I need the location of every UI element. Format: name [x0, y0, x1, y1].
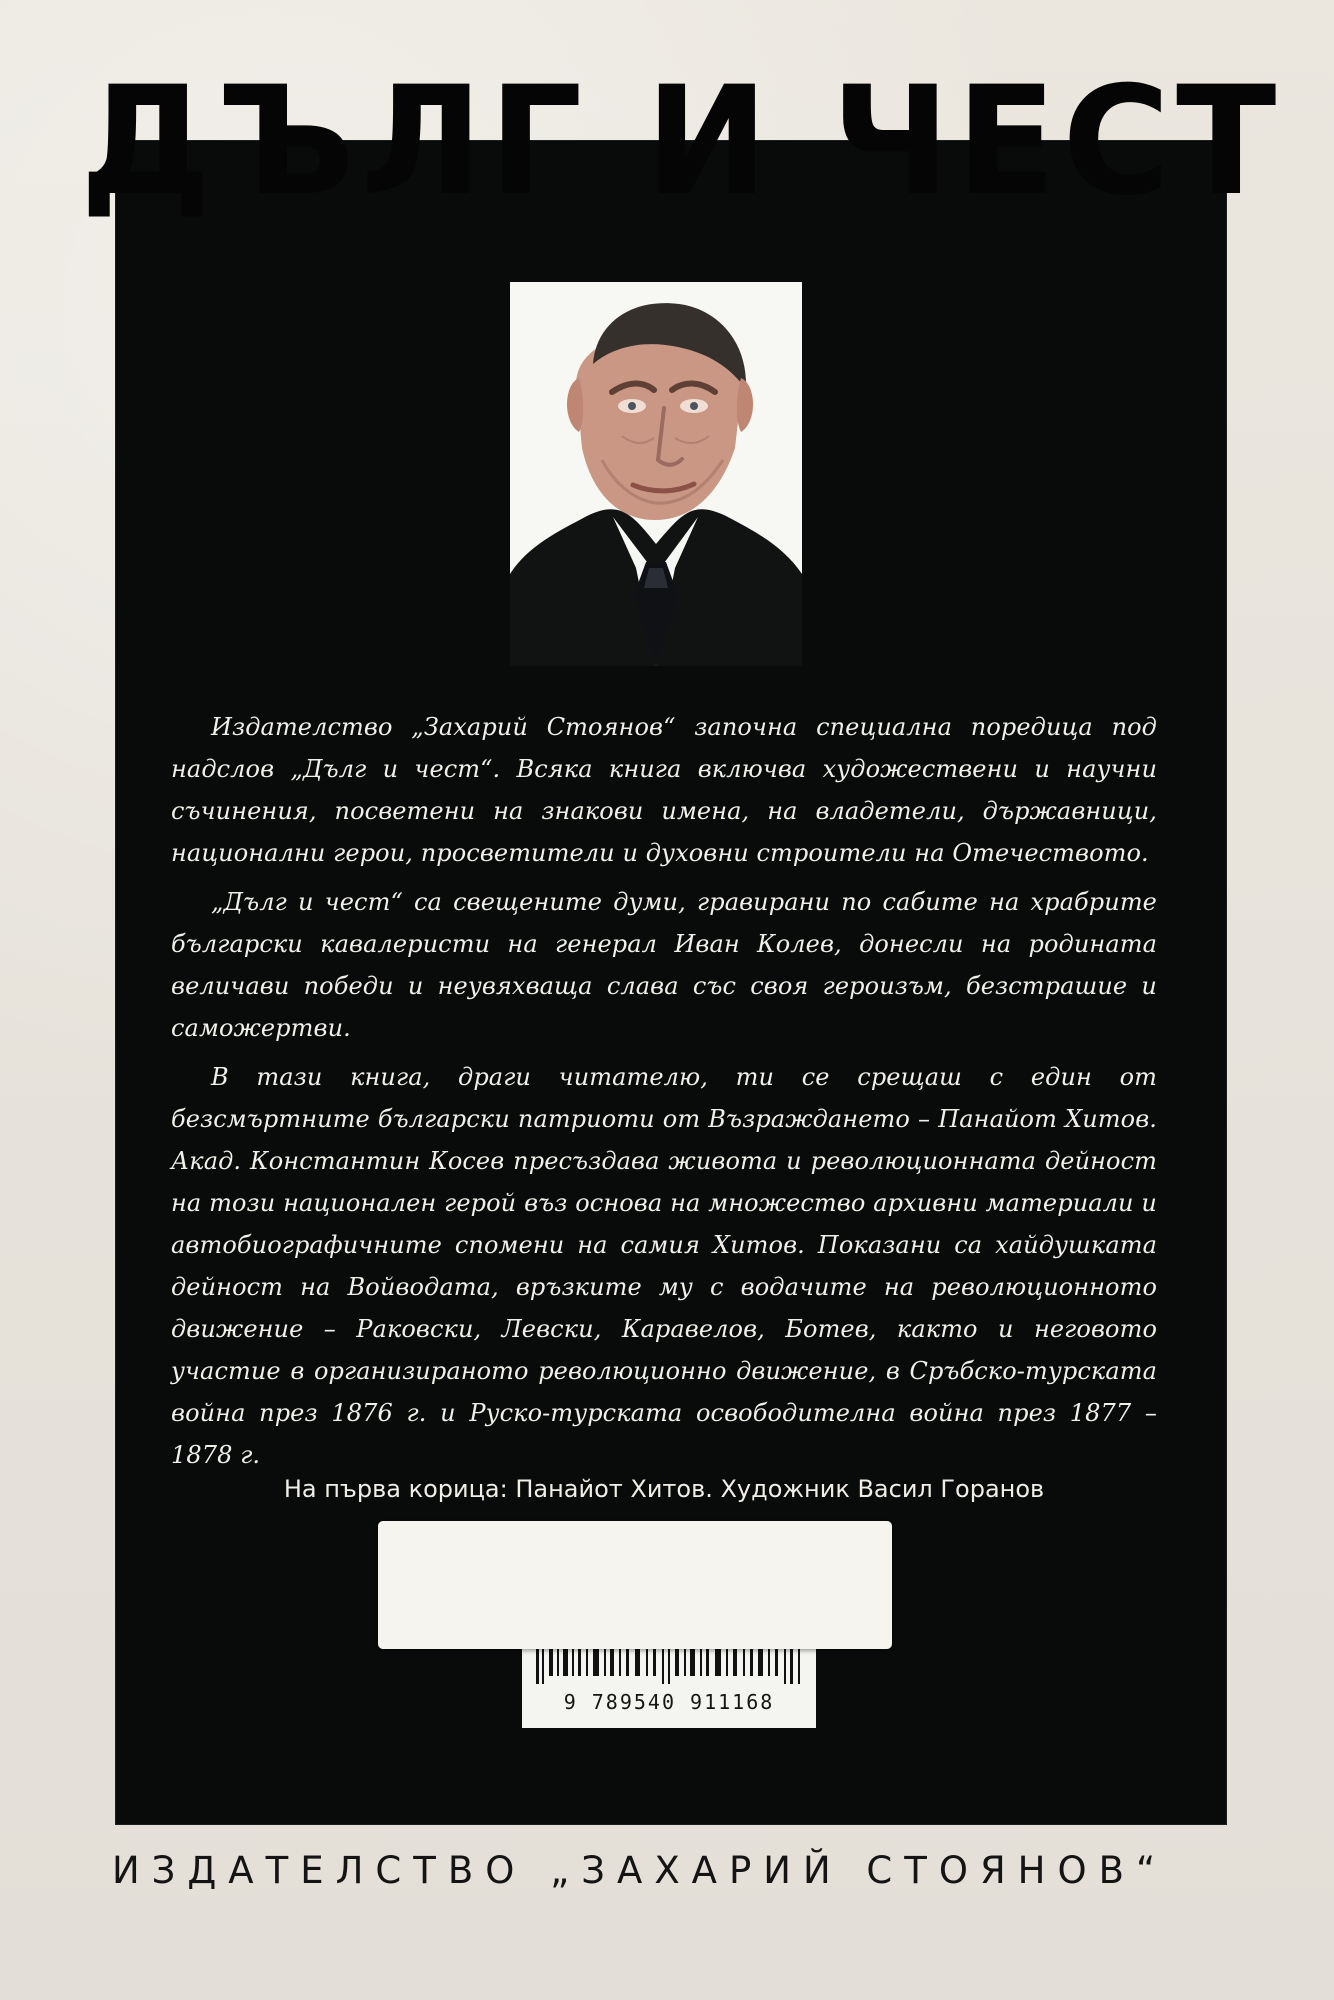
- series-title: ДЪЛГ И ЧЕСТ: [80, 55, 1283, 229]
- author-portrait: [510, 282, 802, 666]
- isbn-number: 9 789540 911168: [563, 1690, 775, 1714]
- description-text: [171, 706, 1157, 1483]
- paragraph-duty-honor: „Дълг и чест“ са свещените думи, гравирани по сабите на храбрите български кавалеристи на генерал Иван Колев, донесли на родината величави победи и неувяхваща слава със своя героизъм, безстрашие и саможертви.: [171, 888, 1157, 1042]
- portrait-photo-icon: [510, 282, 802, 666]
- publisher-name: ИЗДАТЕЛСТВО „ЗАХАРИЙ СТОЯНОВ“: [112, 1849, 1168, 1892]
- isbn-barcode: [522, 1638, 816, 1728]
- blank-sticker-label: [378, 1521, 892, 1649]
- cover-credit: На първа корица: Панайот Хитов. Художник Васил Горанов: [283, 1475, 1045, 1503]
- paragraph-book-summary: В тази книга, драги читателю, ти се срещаш с един от безсмъртните български патриоти от Възраждането – Панайот Хитов. Акад. Константин Косев пресъздава живота и революционната дейност на този национален герой въз основа на множество архивни материали и автобиографичните спомени на самия Хитов. Показани са хайдушката дейност на Войводата, връзките му с водачите на революционното движение – Раковски, Левски, Каравелов, Ботев, както и неговото участие в организираното революционно движение, в Сръбско-турската война през 1876 г. и Руско-турската освободителна война през 1877 – 1878 г.: [171, 1063, 1157, 1469]
- paragraph-series-intro: Издателство „Захарий Стоянов“ започна специална поредица под надслов „Дълг и чест“. Всяка книга включва художествени и научни съчинения, посветени на знакови имена, на владетели, държавници, национални герои, просветители и духовни строители на Отечеството.: [171, 713, 1157, 867]
